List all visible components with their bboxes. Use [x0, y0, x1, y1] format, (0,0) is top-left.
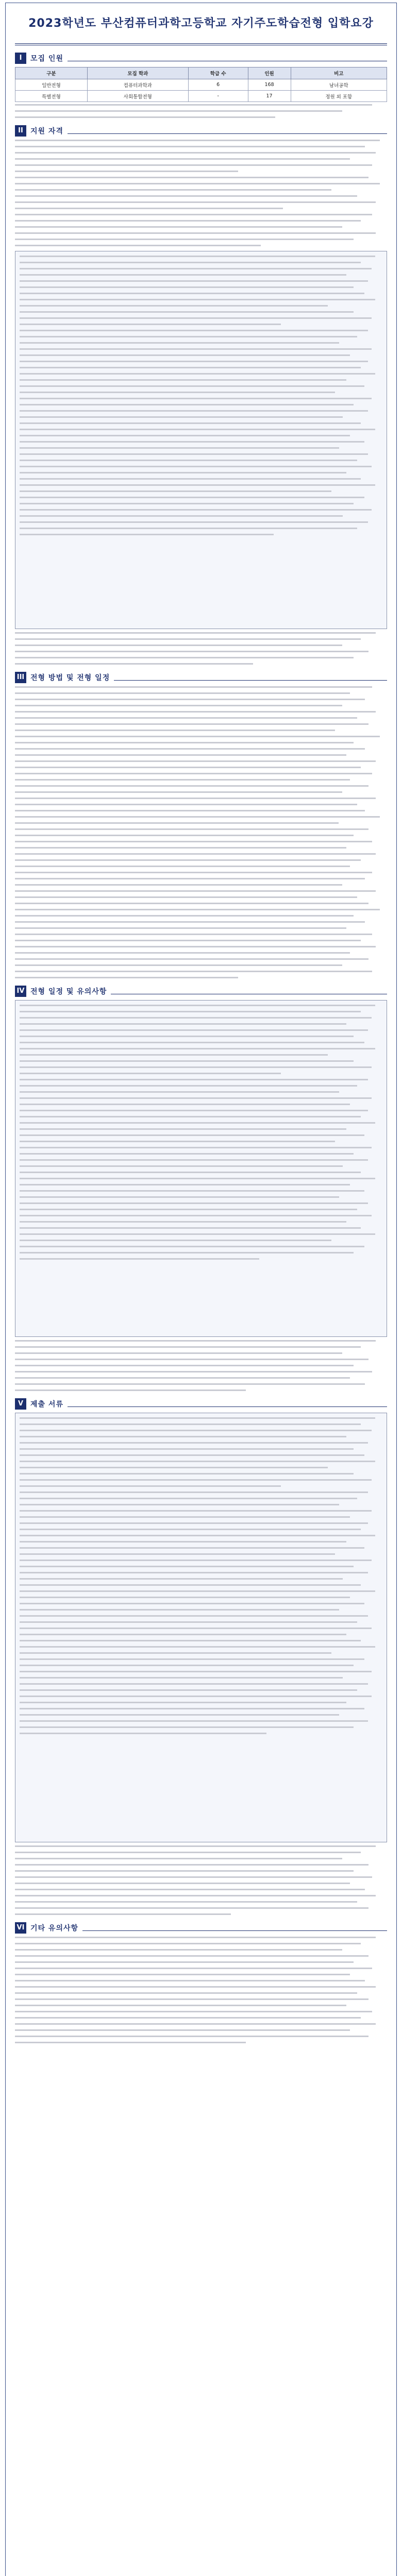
section-eligibility [15, 125, 387, 665]
table-cell: 일반전형 [15, 79, 88, 91]
section-documents [15, 1398, 387, 1915]
body-text-block [15, 686, 387, 978]
table-cell: 사회통합전형 [87, 91, 188, 102]
section-header [15, 1398, 387, 1410]
section-rule [68, 1401, 387, 1407]
body-text-block [15, 1340, 387, 1391]
table-cell: 168 [248, 79, 291, 91]
section-number: I [15, 53, 26, 64]
section-number: IV [15, 986, 26, 997]
section-title: 지원 자격 [30, 127, 63, 135]
section-rule [68, 128, 387, 134]
table-header-cell: 인원 [248, 67, 291, 79]
table-row [15, 79, 387, 91]
section-header [15, 125, 387, 137]
section-selection [15, 672, 387, 978]
section-rule [68, 55, 387, 61]
body-text-block [15, 140, 387, 246]
section-number: VI [15, 1922, 26, 1934]
body-text-block [15, 632, 387, 665]
section-rule [82, 1925, 387, 1931]
table-row [15, 91, 387, 102]
section-title: 전형 방법 및 전형 일정 [30, 674, 110, 682]
body-text-block [15, 104, 387, 118]
section-header [15, 672, 387, 683]
section-header [15, 986, 387, 997]
recruit-table [15, 67, 387, 102]
page-title: 2023학년도 부산컴퓨터과학고등학교 자기주도학습전형 입학요강 [15, 3, 387, 45]
body-text-block [15, 1845, 387, 1915]
table-header-cell: 모집 학과 [87, 67, 188, 79]
section-title: 제출 서류 [30, 1400, 63, 1409]
table-header-row [15, 67, 387, 79]
table-header-cell: 비고 [291, 67, 387, 79]
section-rule [111, 988, 387, 994]
section-number: III [15, 672, 26, 683]
section-header [15, 53, 387, 64]
table-cell: 17 [248, 91, 291, 102]
table-cell: 남녀공학 [291, 79, 387, 91]
table-cell: - [188, 91, 248, 102]
table-header-cell: 학급 수 [188, 67, 248, 79]
table-header-cell: 구분 [15, 67, 88, 79]
section-number: II [15, 125, 26, 137]
section-notes [15, 1922, 387, 2043]
body-text-block [15, 1937, 387, 2043]
section-title: 기타 유의사항 [30, 1924, 79, 1933]
section-header [15, 1922, 387, 1934]
section-number: V [15, 1398, 26, 1410]
section-schedule [15, 986, 387, 1391]
section-recruit [15, 53, 387, 118]
section-rule [114, 674, 387, 681]
section-title: 전형 일정 및 유의사항 [30, 988, 107, 996]
table-cell: 6 [188, 79, 248, 91]
table-cell: 컴퓨터과학과 [87, 79, 188, 91]
section-title: 모집 인원 [30, 55, 63, 63]
eligibility-table-block [15, 251, 387, 629]
admission-guide-page [5, 3, 397, 2576]
documents-table-block [15, 1413, 387, 1842]
table-cell: 정원 외 포함 [291, 91, 387, 102]
schedule-table-block [15, 1000, 387, 1337]
table-cell: 특별전형 [15, 91, 88, 102]
